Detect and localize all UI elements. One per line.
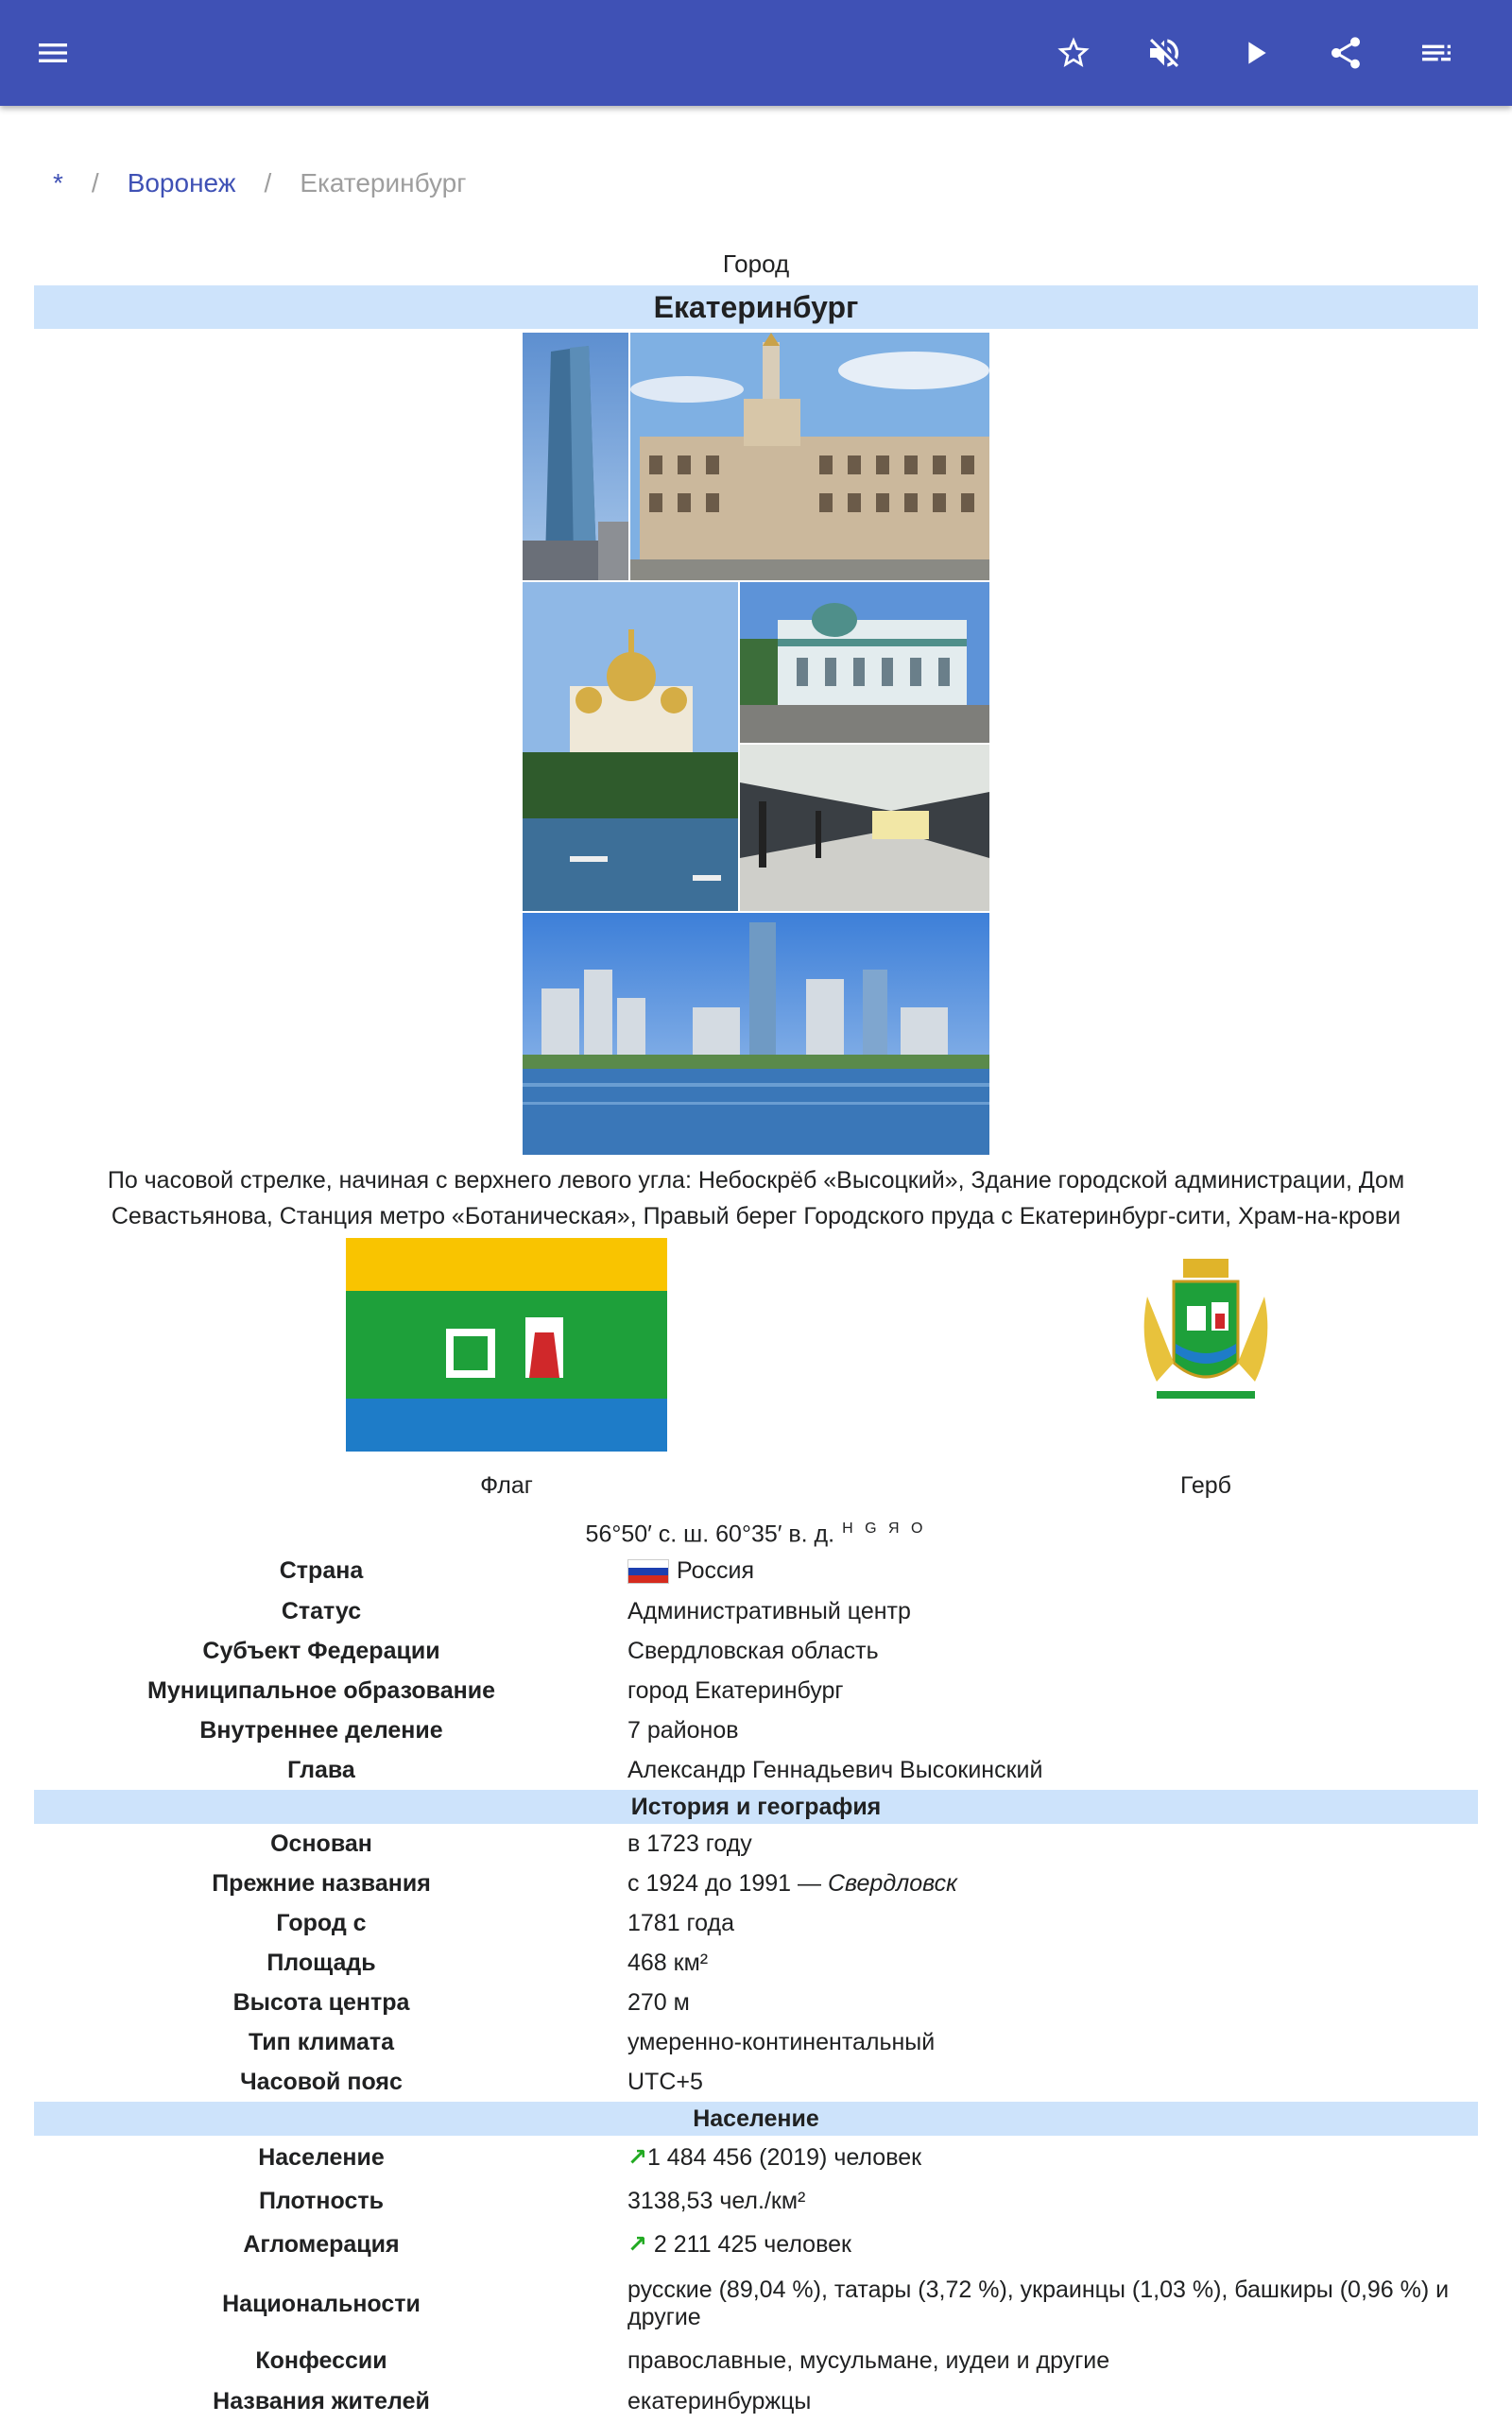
infobox-row [34,1710,1478,1750]
breadcrumb-parent[interactable]: Воронеж [127,168,236,198]
infobox-row [34,2223,1478,2266]
infobox-row-value[interactable]: город Екатеринбург [627,1676,844,1704]
infobox-row-label: Муниципальное образование [147,1676,495,1704]
infobox-row [34,1903,1478,1943]
breadcrumb-current: Екатеринбург [300,168,467,198]
infobox-row-value[interactable]: 3138,53 чел./км² [627,2187,806,2214]
infobox-row-value[interactable]: 270 м [627,1988,690,2016]
flag-label: Флаг [480,1472,533,1499]
infobox-row-label: Плотность [259,2187,384,2214]
infobox-row-label: Высота центра [232,1988,410,2016]
infobox-row-value[interactable]: 7 районов [627,1716,739,1744]
infobox-row-value[interactable]: Александр Геннадьевич Высокинский [627,1756,1043,1783]
infobox-title: Екатеринбург [34,285,1478,329]
infobox-row-value[interactable]: с 1924 до 1991 — Свердловск [627,1869,957,1897]
russia-flag-icon [627,1559,669,1584]
infobox-row-label: Национальности [222,2290,421,2317]
menu-button[interactable] [26,26,79,79]
coordinates-map-links[interactable]: H G Я O [842,1521,927,1537]
breadcrumb-separator: / [264,168,272,198]
infobox-row-value[interactable]: Свердловская область [627,1637,879,1664]
infobox-row-value[interactable]: русские (89,04 %), татары (3,72 %), украинцы (1,03 %), башкиры (0,96 %) и другие [627,2277,1450,2330]
infobox-row [34,2266,1478,2342]
infobox-row-label: Город с [276,1909,367,1936]
collage-caption: По часовой стрелке, начиная с верхнего левого угла: Небоскрёб «Высоцкий», Здание городской администрации, Дом Севастьянова, Станция метро «Ботаническая», Правый берег Городского пруда с Екатеринбург-сити, Храм-на-крови [107,1167,1405,1229]
infobox-row [34,2342,1478,2380]
infobox-row-label: Основан [270,1830,372,1857]
play-icon [1236,34,1274,72]
breadcrumb [53,168,466,198]
coordinates-text[interactable]: 56°50′ с. ш. 60°35′ в. д. [585,1521,835,1548]
infobox-row-value[interactable]: ↗ 2 211 425 человек [627,2231,851,2258]
photo-city-administration[interactable] [630,333,989,580]
infobox-row [34,1864,1478,1903]
photo-church-on-blood[interactable] [523,582,738,911]
infobox-row [34,1983,1478,2022]
infobox-row-label: Население [258,2143,385,2171]
photo-sevastyanov-house[interactable] [740,582,989,743]
infobox-row [34,1631,1478,1671]
infobox-row [34,1750,1478,1790]
infobox-row-label: Прежние названия [212,1869,431,1897]
playlist-button[interactable] [1410,26,1463,79]
infobox-row [34,2179,1478,2223]
photo-city-pond-embankment[interactable] [523,913,989,1155]
breadcrumb-home[interactable]: * [53,168,63,198]
breadcrumb-separator: / [91,168,99,198]
infobox-row-label: Агломерация [243,2230,400,2258]
infobox-row-label: Статус [281,1597,362,1624]
share-button[interactable] [1319,26,1372,79]
section-population: Население [34,2102,1478,2136]
photo-metro-station[interactable] [740,745,989,911]
city-symbols [34,1234,1478,1508]
trend-up-icon: ↗ [627,2231,654,2258]
infobox-row-value[interactable]: екатеринбуржцы [627,2387,812,2414]
infobox-row-value[interactable]: Административный центр [627,1597,911,1624]
infobox-row [34,2136,1478,2179]
infobox-row-label: Часовой пояс [240,2068,403,2095]
mute-button[interactable] [1138,26,1191,79]
infobox-row-value[interactable]: в 1723 году [627,1830,752,1857]
infobox-row [34,1550,1478,1591]
star-icon [1055,34,1092,72]
infobox-row [34,2062,1478,2102]
infobox-row-label: Названия жителей [213,2387,430,2414]
favorite-button[interactable] [1047,26,1100,79]
infobox-subtitle: Город [722,249,790,278]
infobox-row [34,1824,1478,1864]
infobox-row-value[interactable]: Россия [609,1557,1478,1585]
section-history: История и география [34,1790,1478,1824]
infobox-row-value[interactable]: 468 км² [627,1949,709,1976]
coat-of-arms-image[interactable] [1138,1259,1274,1414]
play-button[interactable] [1228,26,1281,79]
menu-icon [34,34,72,72]
infobox-row [34,1943,1478,1983]
infobox-row-value[interactable]: умеренно-континентальный [627,2028,936,2055]
playlist-icon [1418,34,1455,72]
coat-of-arms-label: Герб [1180,1472,1231,1499]
photo-collage[interactable] [523,333,989,1155]
infobox-row-value[interactable]: 1781 года [627,1909,734,1936]
infobox-row-value[interactable]: ↗1 484 456 (2019) человек [627,2144,922,2171]
infobox-row-label: Тип климата [248,2028,395,2055]
infobox-row-label: Конфессии [255,2346,387,2374]
infobox-row [34,2022,1478,2062]
coordinates [34,1508,1478,1550]
infobox-row [34,2380,1478,2423]
infobox [34,242,1478,2423]
infobox-row [34,1591,1478,1631]
infobox-row-value[interactable]: православные, мусульмане, иудеи и другие [627,2346,1110,2374]
infobox-row-label: Страна [279,1556,364,1584]
app-bar [0,0,1512,106]
share-icon [1327,34,1365,72]
infobox-row-label: Площадь [266,1949,376,1976]
trend-up-icon: ↗ [627,2144,647,2171]
flag-image[interactable] [346,1238,667,1452]
mute-icon [1145,34,1183,72]
infobox-row [34,1671,1478,1710]
infobox-row-value[interactable]: UTC+5 [627,2068,703,2095]
photo-skyscraper[interactable] [523,333,628,580]
infobox-row-label: Глава [287,1756,355,1783]
infobox-row-label: Внутреннее деление [199,1716,443,1744]
infobox-row-label: Субъект Федерации [202,1637,440,1664]
